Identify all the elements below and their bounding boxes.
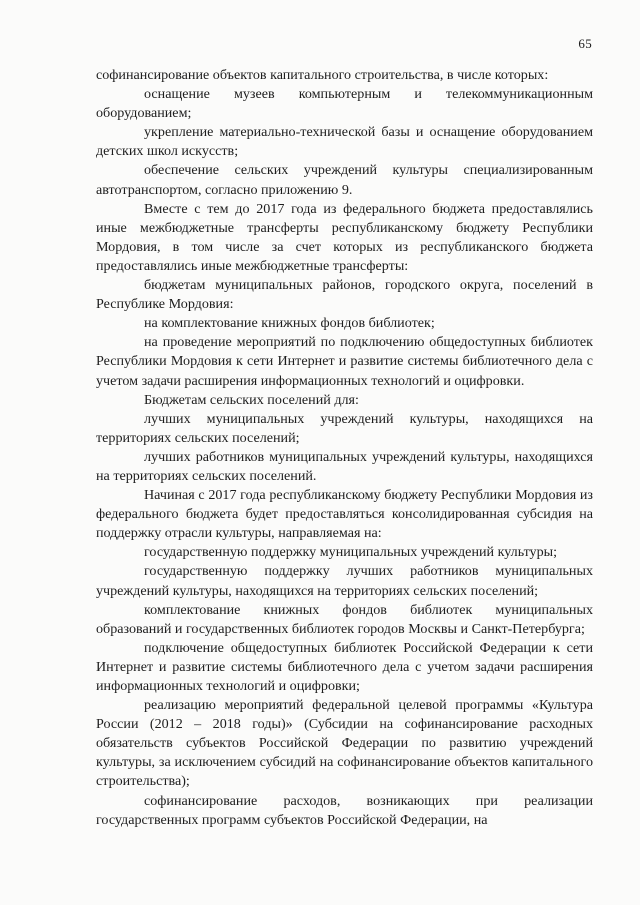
paragraph: лучших муниципальных учреждений культуры, находящихся на территориях сельских поселений; bbox=[96, 410, 593, 446]
paragraph: софинансирование объектов капитального строительства, в числе которых: bbox=[96, 67, 549, 83]
paragraph: Бюджетам сельских поселений для: bbox=[144, 391, 359, 408]
paragraph: укрепление материально-технической базы и оснащение оборудованием детских школ искусств; bbox=[96, 124, 593, 160]
paragraph: лучших работников муниципальных учреждений культуры, находящихся на территориях сельских поселений. bbox=[96, 448, 593, 484]
paragraph: реализацию мероприятий федеральной целевой программы «Культура России (2012 – 2018 годы)» (Субсидии на софинансирование расходных обязательств субъектов Российской Федерации по развитию учреждений культуры, за исключением субсидий на софинансирование объектов капитального строительства); bbox=[96, 697, 593, 790]
paragraph: бюджетам муниципальных районов, городского округа, поселений в Республике Мордовия: bbox=[96, 277, 593, 313]
paragraph: комплектование книжных фондов библиотек муниципальных образований и государственных библиотек городов Москвы и Санкт-Петербурга; bbox=[96, 601, 593, 637]
paragraph: государственную поддержку муниципальных учреждений культуры; bbox=[144, 544, 558, 561]
page-number: 65 bbox=[578, 36, 592, 51]
document-body bbox=[96, 66, 593, 830]
paragraph: на проведение мероприятий по подключению общедоступных библиотек Республики Мордовия к сети Интернет и развитие системы библиотечного дела с учетом задачи расширения информационных технологий и оцифровки. bbox=[96, 334, 593, 389]
paragraph: оснащение музеев компьютерным и телекоммуникационным оборудованием; bbox=[96, 86, 593, 122]
paragraph: государственную поддержку лучших работников муниципальных учреждений культуры, находящихся на территориях сельских поселений; bbox=[96, 563, 593, 599]
paragraph: Начиная с 2017 года республиканскому бюджету Республики Мордовия из федерального бюджета будет предоставляться консолидированная субсидия на поддержку отрасли культуры, направляемая на: bbox=[96, 487, 593, 542]
paragraph: софинансирование расходов, возникающих при реализации государственных программ субъектов Российской Федерации, на bbox=[96, 792, 593, 828]
paragraph: обеспечение сельских учреждений культуры специализированным автотранспортом, согласно приложению 9. bbox=[96, 162, 593, 198]
paragraph: подключение общедоступных библиотек Российской Федерации к сети Интернет и развитие системы библиотечного дела с учетом задачи расширения информационных технологий и оцифровки; bbox=[96, 639, 593, 694]
paragraph: на комплектование книжных фондов библиотек; bbox=[144, 315, 435, 332]
paragraph: Вместе с тем до 2017 года из федерального бюджета предоставлялись иные межбюджетные трансферты республиканскому бюджету Республики Мордовия, в том числе за счет которых из республиканского бюджета предоставлялись иные межбюджетные трансферты: bbox=[96, 200, 593, 274]
